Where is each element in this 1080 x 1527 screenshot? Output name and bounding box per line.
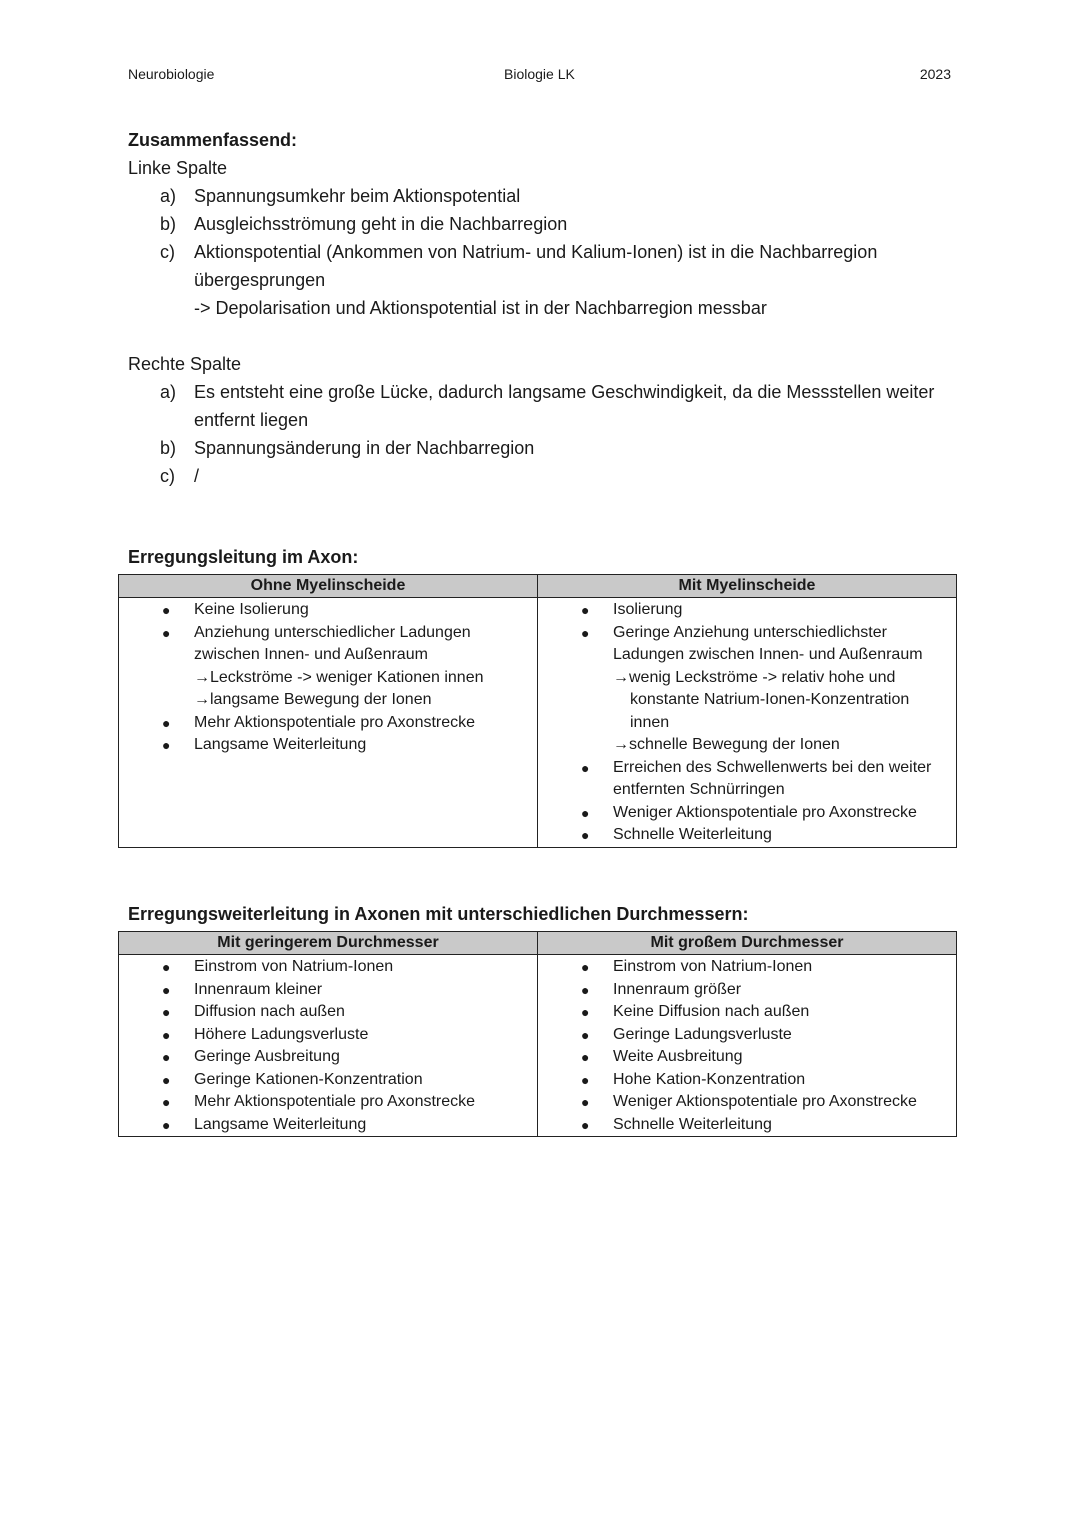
bullet-icon: ● xyxy=(162,1004,171,1020)
bullet-icon: ● xyxy=(581,804,590,821)
table-list-item xyxy=(119,622,537,645)
left-column-list xyxy=(128,182,958,322)
list-item-line: übergesprungen xyxy=(194,270,326,290)
table-list-item xyxy=(119,734,537,757)
table-list-item xyxy=(538,1091,956,1114)
header-center: Biologie LK xyxy=(504,66,575,82)
table-list-item xyxy=(119,1091,537,1114)
table-list-text: Weite Ausbreitung xyxy=(613,1048,743,1065)
table-list-text: Langsame Weiterleitung xyxy=(194,1115,367,1133)
table-list-item xyxy=(538,667,956,690)
table2-header-1: Mit geringerem Durchmesser xyxy=(119,932,538,955)
bullet-icon: ● xyxy=(581,1094,590,1110)
list-item-line: -> Depolarisation und Aktionspotential ist in der Nachbarregion messbar xyxy=(194,298,767,318)
list-item-line: Spannungsumkehr beim Aktionspotential xyxy=(194,186,521,206)
bullet-icon: ● xyxy=(581,759,590,776)
left-column-title: Linke Spalte xyxy=(128,158,228,178)
bullet-icon: ● xyxy=(162,1049,171,1065)
bullet-icon: ● xyxy=(162,602,171,618)
table-list-text: Geringe Anziehung unterschiedlichster xyxy=(613,623,887,641)
table-axon-myelin xyxy=(118,574,957,848)
list-item-line: Aktionspotential (Ankommen von Natrium- und Kalium-Ionen) ist in die Nachbarregion xyxy=(194,242,878,262)
table-list-text: Mehr Aktionspotentiale pro Axonstrecke xyxy=(194,713,476,731)
table-list-item xyxy=(119,644,537,667)
bullet-icon: ● xyxy=(162,624,171,641)
bullet-icon: ● xyxy=(162,981,171,998)
table-list-text: Weniger Aktionspotentiale pro Axonstrecke xyxy=(613,1093,917,1110)
table-list-item xyxy=(538,1069,956,1092)
list-item xyxy=(128,182,958,210)
table2-cell-1 xyxy=(119,955,538,1137)
table-list-text: Weniger Aktionspotentiale pro Axonstrecke xyxy=(613,803,917,821)
table-list-item xyxy=(538,779,956,802)
table-list-text: →schnelle Bewegung der Ionen xyxy=(613,736,840,753)
table-list-text: Einstrom von Natrium-Ionen xyxy=(194,958,394,975)
table-list-item xyxy=(538,824,956,847)
bullet-icon: ● xyxy=(162,714,171,731)
list-item xyxy=(128,238,958,322)
bullet-icon: ● xyxy=(581,1116,590,1133)
table-list-text: Innenraum größer xyxy=(613,980,742,998)
table-list-item xyxy=(538,599,956,622)
table-list-text: Hohe Kation-Konzentration xyxy=(613,1070,806,1088)
list-marker: b) xyxy=(160,214,177,234)
table-list-text: Diffusion nach außen xyxy=(194,1003,345,1020)
bullet-icon: ● xyxy=(581,959,590,975)
table1-header-2: Mit Myelinscheide xyxy=(538,575,957,598)
table1-title: Erregungsleitung im Axon: xyxy=(128,547,359,567)
table-list-text: →Leckströme -> weniger Kationen innen xyxy=(194,668,484,686)
table-list-text: konstante Natrium-Ionen-Konzentration xyxy=(630,691,910,708)
table-list-text: →langsame Bewegung der Ionen xyxy=(194,691,432,708)
list-marker: b) xyxy=(160,438,177,458)
table-list-text: Ladungen zwischen Innen- und Außenraum xyxy=(613,646,923,663)
right-column-title: Rechte Spalte xyxy=(128,354,242,374)
table-list-text: Anziehung unterschiedlicher Ladungen xyxy=(194,623,471,641)
table-list-text: Keine Isolierung xyxy=(194,601,309,618)
table-list-item xyxy=(538,1024,956,1047)
right-column-list xyxy=(128,378,958,490)
table1-cell-1 xyxy=(119,598,538,848)
table-list-text: Isolierung xyxy=(613,601,683,618)
bullet-icon: ● xyxy=(581,1071,590,1088)
table-list-text: →wenig Leckströme -> relativ hohe und xyxy=(613,668,896,686)
bullet-icon: ● xyxy=(162,737,171,753)
table-list-text: Langsame Weiterleitung xyxy=(194,736,367,753)
bullet-icon: ● xyxy=(581,827,590,843)
table-list-text: Erreichen des Schwellenwerts bei den weiter xyxy=(613,758,932,776)
bullet-icon: ● xyxy=(162,1094,171,1110)
table-list-item xyxy=(538,956,956,979)
list-item-line: Es entsteht eine große Lücke, dadurch langsame Geschwindigkeit, da die Messstellen weiter xyxy=(194,382,935,402)
list-marker: c) xyxy=(160,242,175,262)
table-list-text: Geringe Ladungsverluste xyxy=(613,1025,792,1043)
table-list-item xyxy=(538,644,956,667)
list-item xyxy=(128,210,958,238)
table-list-item xyxy=(538,757,956,780)
table-list-text: Einstrom von Natrium-Ionen xyxy=(613,958,813,975)
bullet-icon: ● xyxy=(162,959,171,975)
table-list-item xyxy=(538,712,956,735)
summary-section xyxy=(128,126,958,490)
table-list-item xyxy=(119,667,537,690)
table-list-item xyxy=(119,1114,537,1137)
list-item-line: / xyxy=(194,466,200,486)
table-axon-diameter xyxy=(118,931,957,1137)
table-list-item xyxy=(119,1069,537,1092)
list-item-line: entfernt liegen xyxy=(194,410,309,430)
table-list-item xyxy=(119,979,537,1002)
list-item xyxy=(128,462,958,490)
table-list-item xyxy=(119,956,537,979)
table-list-text: Mehr Aktionspotentiale pro Axonstrecke xyxy=(194,1093,476,1110)
bullet-icon: ● xyxy=(162,1116,171,1133)
table-list-text: Schnelle Weiterleitung xyxy=(613,826,772,843)
list-item-line: Spannungsänderung in der Nachbarregion xyxy=(194,438,535,458)
bullet-icon: ● xyxy=(581,602,590,618)
table-list-text: Keine Diffusion nach außen xyxy=(613,1003,810,1020)
bullet-icon: ● xyxy=(581,624,590,641)
list-item xyxy=(128,434,958,462)
bullet-icon: ● xyxy=(581,1004,590,1020)
table-list-item xyxy=(538,622,956,645)
table-list-text: Geringe Kationen-Konzentration xyxy=(194,1070,423,1088)
table-list-item xyxy=(538,802,956,825)
table-list-item xyxy=(538,979,956,1002)
table1-header-1: Ohne Myelinscheide xyxy=(119,575,538,598)
list-marker: c) xyxy=(160,466,175,486)
table-list-item xyxy=(119,1024,537,1047)
header-left: Neurobiologie xyxy=(128,66,215,82)
table-list-text: Innenraum kleiner xyxy=(194,980,323,998)
summary-title: Zusammenfassend: xyxy=(128,130,298,150)
table-list-item xyxy=(538,1046,956,1069)
table-list-item xyxy=(119,1046,537,1069)
table1-cell-2 xyxy=(538,598,957,848)
list-item xyxy=(128,378,958,434)
table-list-item xyxy=(119,1001,537,1024)
table-list-text: Höhere Ladungsverluste xyxy=(194,1025,369,1043)
table-list-item xyxy=(538,689,956,712)
list-item-line: Ausgleichsströmung geht in die Nachbarregion xyxy=(194,214,568,234)
table-list-item xyxy=(538,1114,956,1137)
table-list-text: innen xyxy=(630,713,670,731)
list-marker: a) xyxy=(160,186,177,206)
table-list-text: zwischen Innen- und Außenraum xyxy=(194,646,428,663)
list-marker: a) xyxy=(160,382,177,402)
table-list-item xyxy=(119,712,537,735)
bullet-icon: ● xyxy=(162,1071,171,1088)
table-list-item xyxy=(119,599,537,622)
table-list-text: Geringe Ausbreitung xyxy=(194,1048,340,1065)
bullet-icon: ● xyxy=(581,1049,590,1065)
table2-title: Erregungsweiterleitung in Axonen mit unterschiedlichen Durchmessern: xyxy=(128,904,749,924)
table-list-text: Schnelle Weiterleitung xyxy=(613,1115,772,1133)
bullet-icon: ● xyxy=(162,1026,171,1043)
table-list-item xyxy=(538,1001,956,1024)
table2-header-2: Mit großem Durchmesser xyxy=(538,932,957,955)
table-list-item xyxy=(538,734,956,757)
table-list-item xyxy=(119,689,537,712)
table2-cell-2 xyxy=(538,955,957,1137)
table-list-text: entfernten Schnürringen xyxy=(613,781,785,798)
bullet-icon: ● xyxy=(581,1026,590,1043)
bullet-icon: ● xyxy=(581,981,590,998)
header-right: 2023 xyxy=(919,66,951,82)
